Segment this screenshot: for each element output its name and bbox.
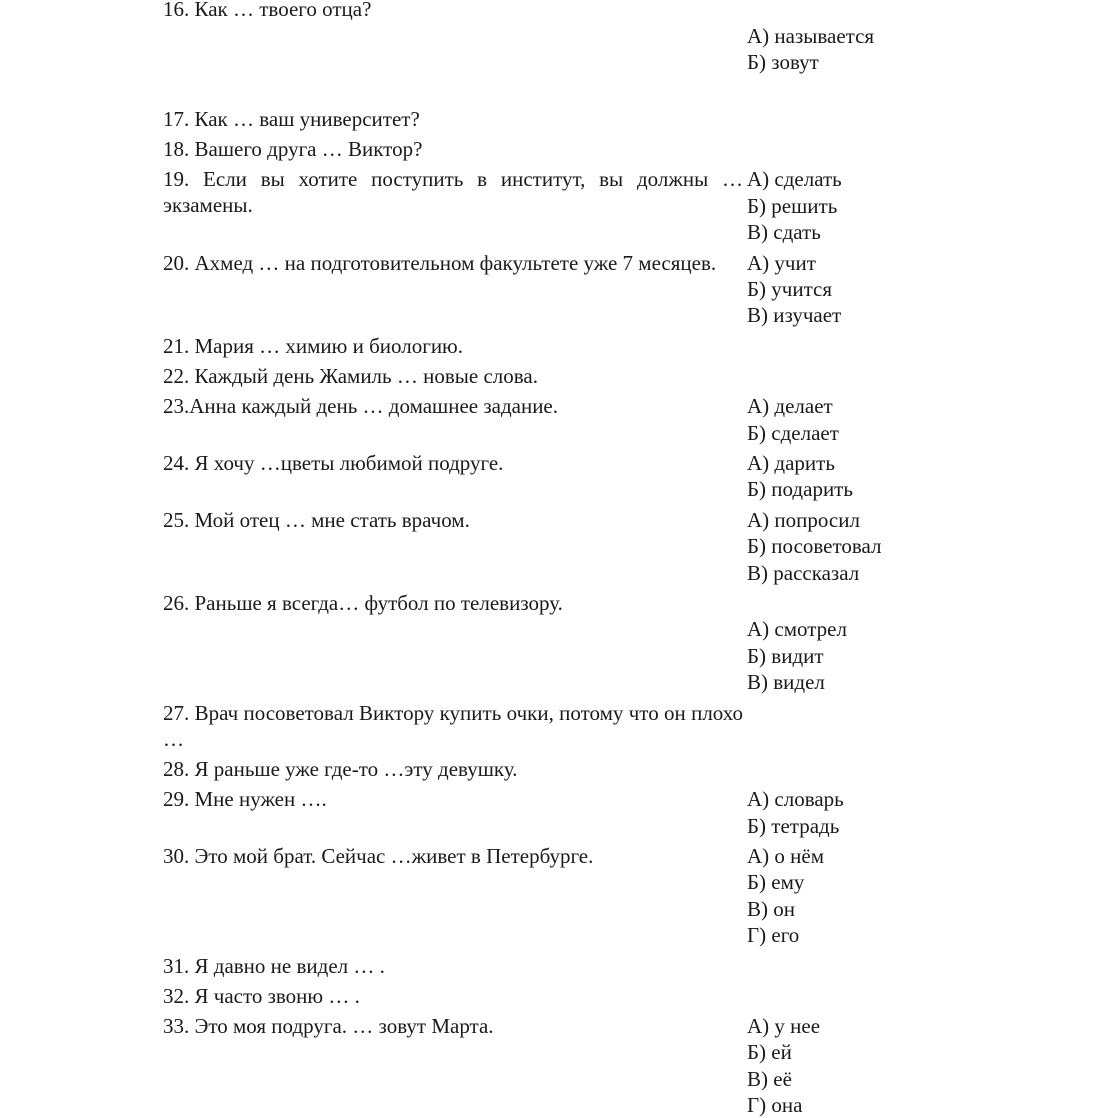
option-25-c: В) рассказал — [747, 561, 860, 585]
option-30-c: В) он — [747, 897, 795, 921]
option-16-b: Б) зовут — [747, 50, 819, 74]
option-24-a: А) дарить — [747, 451, 835, 475]
option-24-b: Б) подарить — [747, 477, 853, 501]
option-19-a: А) сделать — [747, 167, 842, 191]
option-20-a: А) учит — [747, 251, 816, 275]
option-23-b: Б) сделает — [747, 421, 839, 445]
question-24: 24. Я хочу …цветы любимой подруге. — [163, 451, 504, 475]
option-26-a: А) смотрел — [747, 617, 847, 641]
option-25-b: Б) посоветовал — [747, 534, 882, 558]
question-32: 32. Я часто звоню … . — [163, 984, 360, 1008]
question-19: 19. Если вы хотите поступить в институт, вы должны … экзамены. — [163, 167, 743, 217]
option-20-b: Б) учится — [747, 277, 833, 301]
option-29-a: А) словарь — [747, 787, 844, 811]
question-18: 18. Вашего друга … Виктор? — [163, 137, 423, 161]
question-22: 22. Каждый день Жамиль … новые слова. — [163, 364, 538, 388]
option-23-a: А) делает — [747, 394, 833, 418]
option-30-b: Б) ему — [747, 870, 805, 894]
question-25: 25. Мой отец … мне стать врачом. — [163, 508, 470, 532]
question-21: 21. Мария … химию и биологию. — [163, 334, 463, 358]
option-19-c: В) сдать — [747, 220, 821, 244]
question-27: 27. Врач посоветовал Виктору купить очки, потому что он плохо … — [163, 701, 743, 751]
option-29-b: Б) тетрадь — [747, 814, 840, 838]
option-33-c: В) её — [747, 1067, 792, 1091]
question-16: 16. Как … твоего отца? — [163, 0, 372, 21]
question-33: 33. Это моя подруга. … зовут Марта. — [163, 1014, 494, 1038]
question-26: 26. Раньше я всегда… футбол по телевизору. — [163, 591, 563, 615]
question-20: 20. Ахмед … на подготовительном факультете уже 7 месяцев. — [163, 251, 717, 275]
option-20-c: В) изучает — [747, 303, 842, 327]
question-28: 28. Я раньше уже где-то …эту девушку. — [163, 757, 518, 781]
option-26-b: Б) видит — [747, 644, 824, 668]
option-30-d: Г) его — [747, 923, 800, 947]
option-16-a: А) называется — [747, 24, 875, 48]
option-33-d: Г) она — [747, 1093, 803, 1117]
option-33-a: А) у нее — [747, 1014, 821, 1038]
question-23: 23.Анна каждый день … домашнее задание. — [163, 394, 559, 418]
option-26-c: В) видел — [747, 670, 825, 694]
question-31: 31. Я давно не видел … . — [163, 954, 385, 978]
option-25-a: А) попросил — [747, 508, 860, 532]
option-33-b: Б) ей — [747, 1040, 792, 1064]
question-17: 17. Как … ваш университет? — [163, 107, 420, 131]
question-29: 29. Мне нужен …. — [163, 787, 327, 811]
option-30-a: А) о нём — [747, 844, 825, 868]
option-19-b: Б) решить — [747, 194, 838, 218]
question-30: 30. Это мой брат. Сейчас …живет в Петербурге. — [163, 844, 594, 868]
